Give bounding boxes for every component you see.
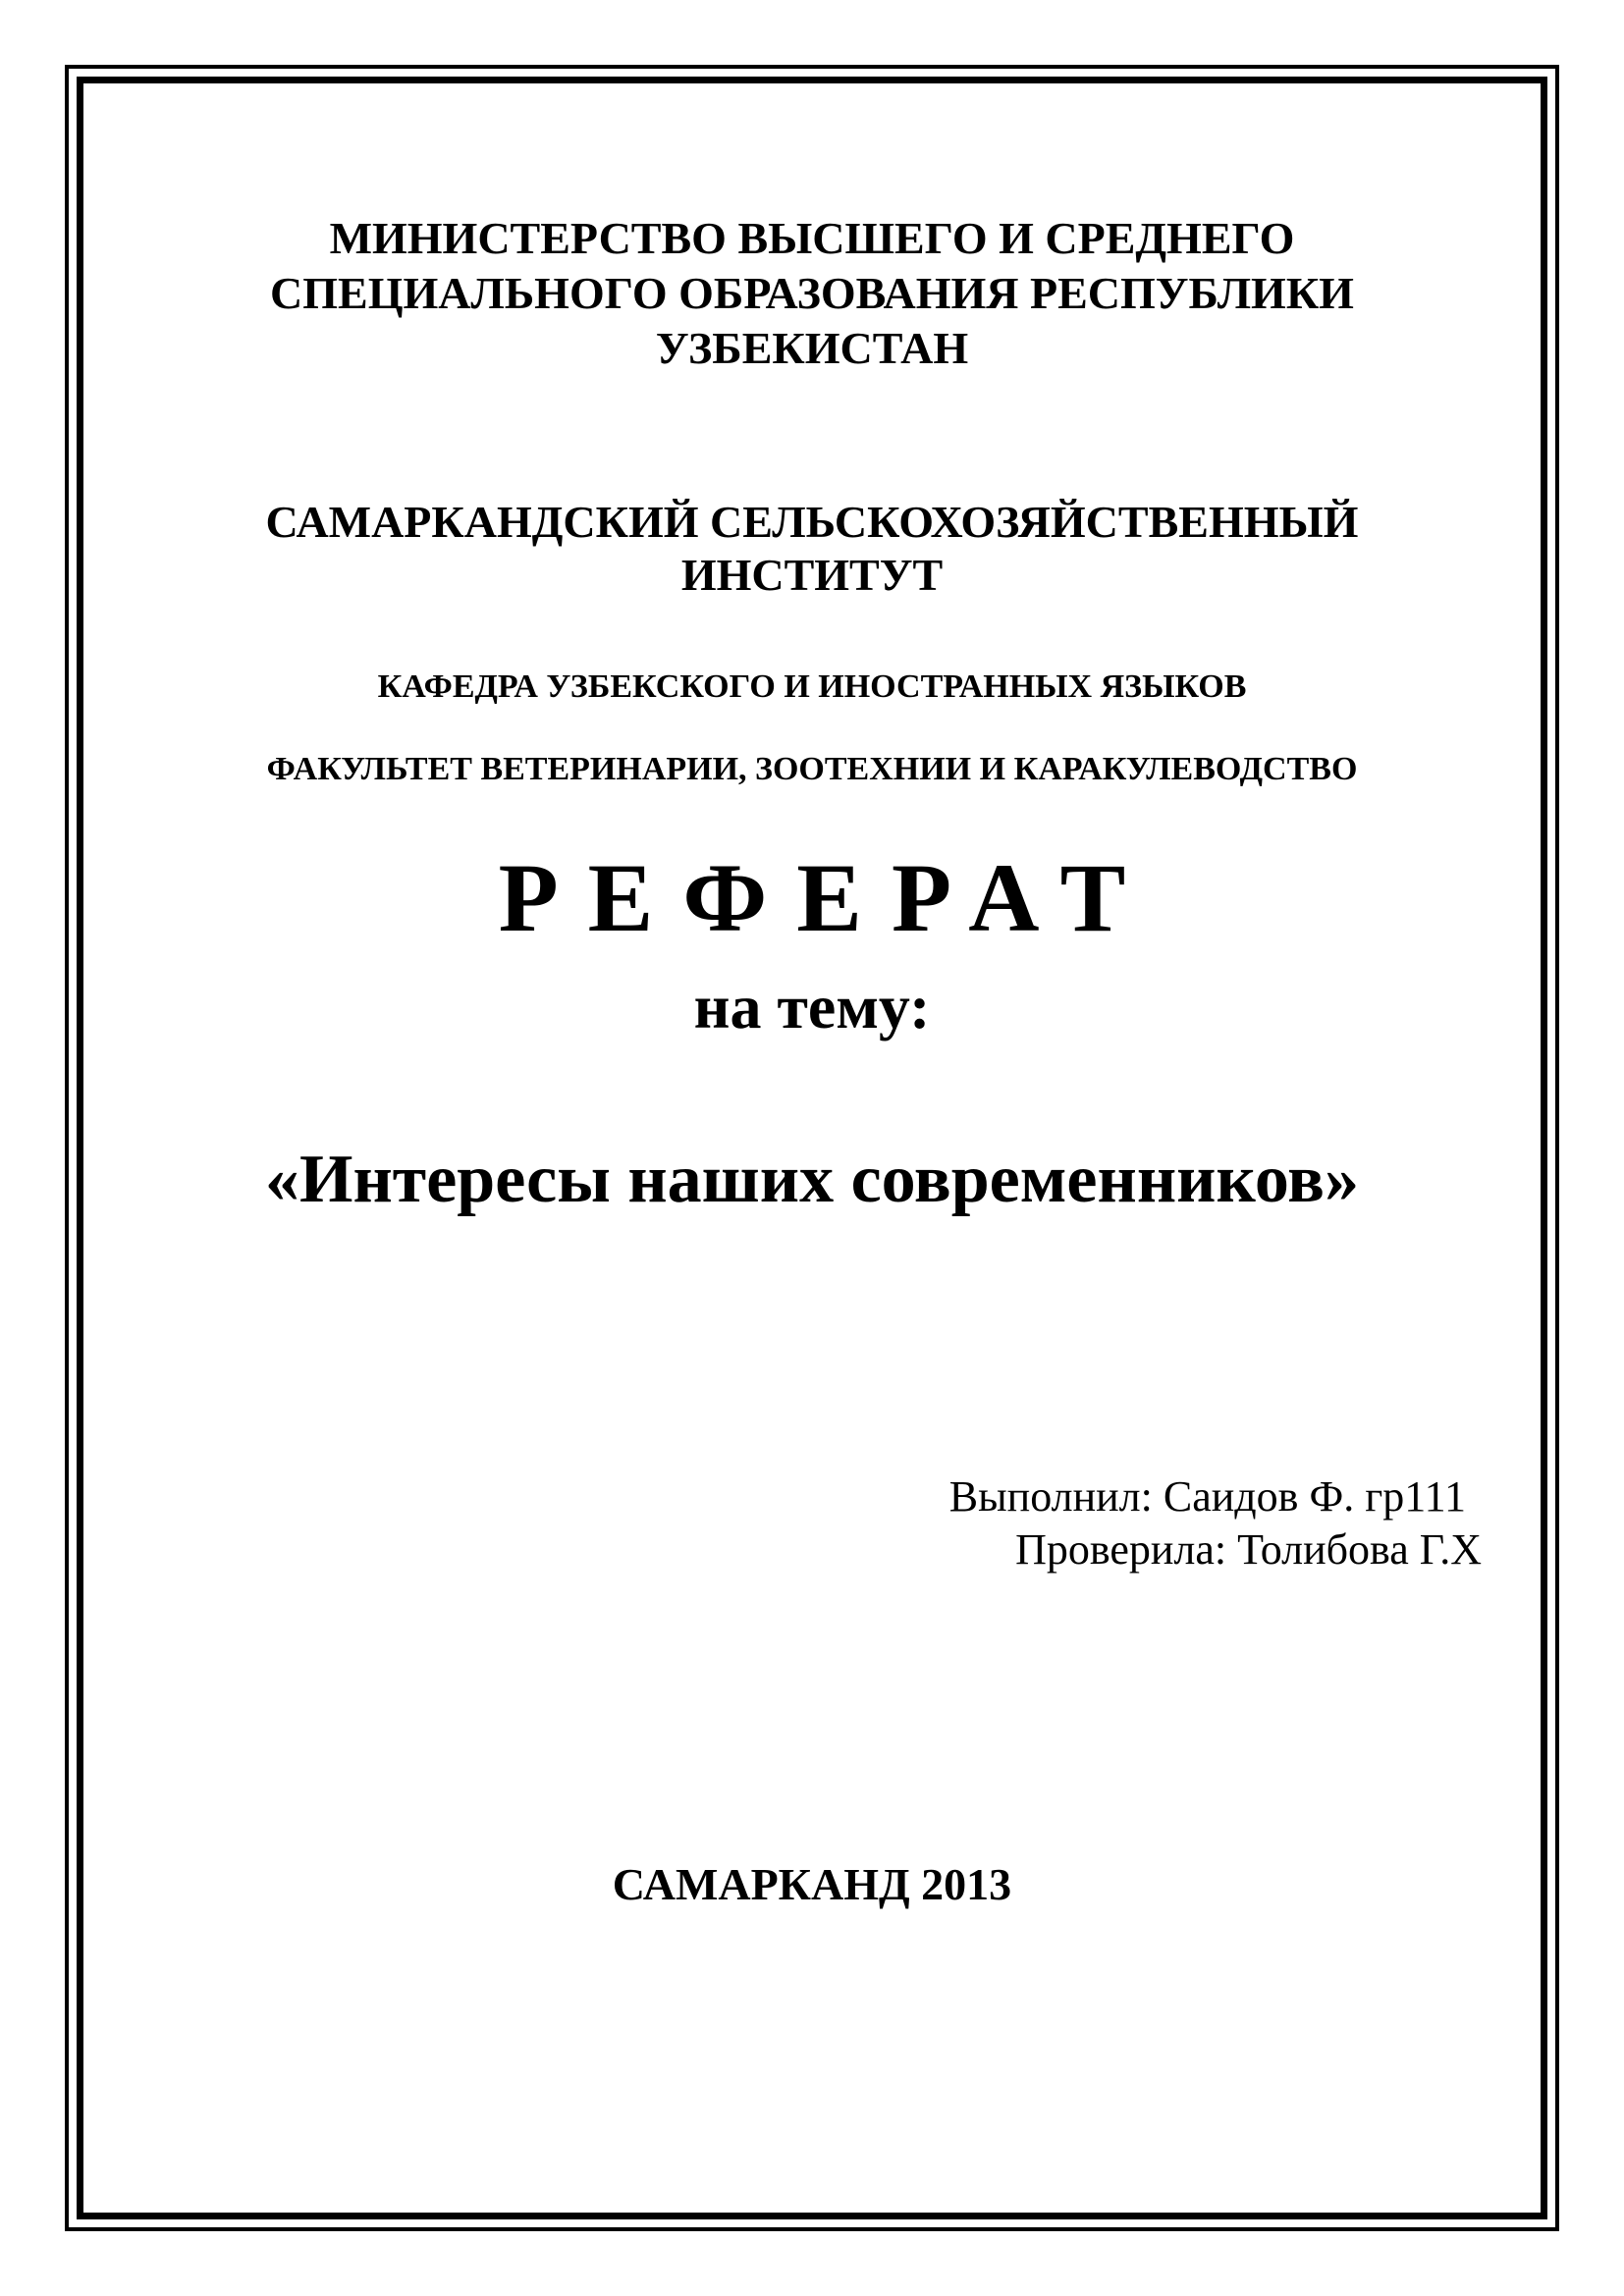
institute-line: ИНСТИТУТ bbox=[680, 550, 944, 600]
institute-heading bbox=[77, 496, 1547, 602]
topic-label: на тему: bbox=[693, 972, 931, 1041]
institute-line: САМАРКАНДСКИЙ СЕЛЬСКОХОЗЯЙСТВЕННЫЙ bbox=[265, 497, 1359, 547]
ministry-heading bbox=[77, 211, 1547, 376]
faculty-heading: ФАКУЛЬТЕТ ВЕТЕРИНАРИИ, ЗООТЕХНИИ И КАРАКУЛЕВОДСТВО bbox=[266, 751, 1358, 787]
document-type-title: РЕФЕРАТ bbox=[498, 843, 1156, 952]
ministry-line: УЗБЕКИСТАН bbox=[655, 323, 969, 373]
ministry-line: МИНИСТЕРСТВО ВЫСШЕГО И СРЕДНЕГО bbox=[329, 213, 1295, 263]
signature-block bbox=[949, 1470, 1482, 1576]
checked-by-text: Проверила: Толибова Г.Х bbox=[1015, 1525, 1482, 1574]
topic-title: «Интересы наших современников» bbox=[265, 1142, 1359, 1217]
performed-by-text: Выполнил: Саидов Ф. гр111 bbox=[948, 1472, 1466, 1521]
ministry-line: СПЕЦИАЛЬНОГО ОБРАЗОВАНИЯ РЕСПУБЛИКИ bbox=[270, 268, 1354, 318]
department-heading: КАФЕДРА УЗБЕКСКОГО И ИНОСТРАННЫХ ЯЗЫКОВ bbox=[377, 668, 1247, 705]
city-year: САМАРКАНД 2013 bbox=[612, 1859, 1012, 1909]
